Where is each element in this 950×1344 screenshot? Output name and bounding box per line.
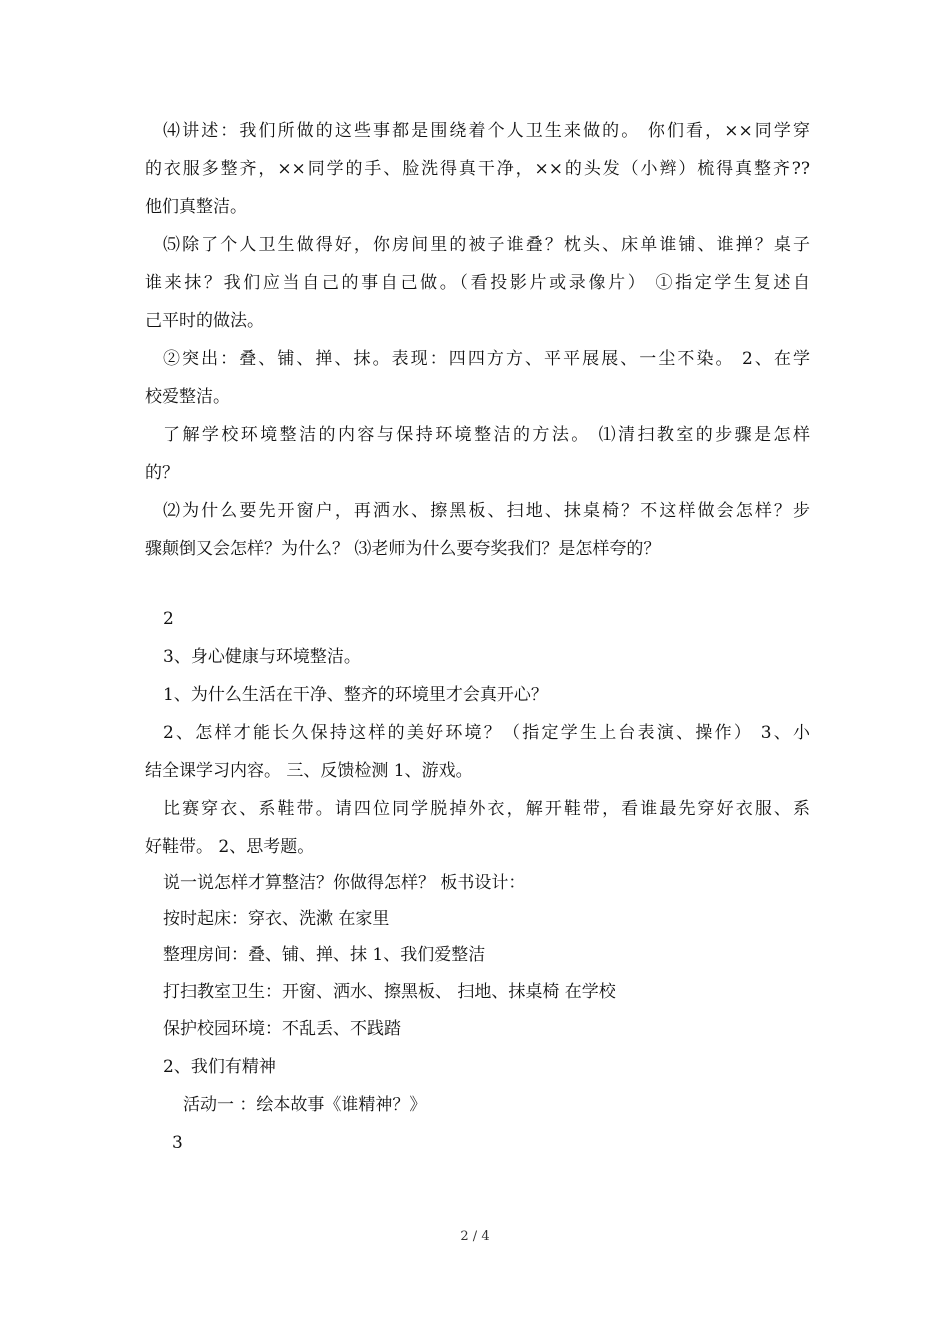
board-design-line: 打扫教室卫生：开窗、洒水、擦黑板、 扫地、抹桌椅 在学校 — [163, 982, 616, 1002]
text-line: 结全课学习内容。 三、反馈检测 1、游戏。 — [145, 761, 473, 781]
text-line: ⑸除了个人卫生做得好，你房间里的被子谁叠？枕头、床单谁铺、谁掸？桌子 — [163, 235, 810, 255]
text-line: 了解学校环境整洁的内容与保持环境整洁的方法。 ⑴清扫教室的步骤是怎样 — [163, 425, 810, 445]
text-line: 的？ — [145, 463, 179, 483]
text-line: 比赛穿衣、系鞋带。请四位同学脱掉外衣，解开鞋带，看谁最先穿好衣服、系 — [163, 799, 810, 819]
page-marker: 2 — [163, 609, 174, 629]
section-heading: 2、我们有精神 — [163, 1057, 276, 1077]
text-line: 己平时的做法。 — [145, 311, 264, 331]
text-line: 1、为什么生活在干净、整齐的环境里才会真开心？ — [163, 685, 548, 705]
text-line: 校爱整洁。 — [145, 387, 230, 407]
text-line: 的衣服多整齐，××同学的手、脸洗得真干净，××的头发（小辫）梳得真整齐?? — [145, 159, 810, 179]
text-line: ②突出：叠、铺、掸、抹。表现：四四方方、平平展展、一尘不染。 2、在学 — [163, 349, 810, 369]
text-line: 骤颠倒又会怎样？为什么？ ⑶老师为什么要夸奖我们？是怎样夸的？ — [145, 539, 661, 559]
text-line: 说一说怎样才算整洁？你做得怎样？ 板书设计： — [163, 873, 526, 893]
text-line: 3、身心健康与环境整洁。 — [163, 647, 361, 667]
text-line: 2、怎样才能长久保持这样的美好环境？（指定学生上台表演、操作） 3、小 — [163, 723, 810, 743]
board-design-line: 按时起床：穿衣、洗漱 在家里 — [163, 909, 390, 929]
text-line: ⑷讲述：我们所做的这些事都是围绕着个人卫生来做的。 你们看，××同学穿 — [163, 121, 810, 141]
text-line: 谁来抹？我们应当自己的事自己做。（看投影片或录像片） ①指定学生复述自 — [145, 273, 810, 293]
text-line: 他们真整洁。 — [145, 197, 247, 217]
text-line: 好鞋带。 2、思考题。 — [145, 837, 315, 857]
activity-line: 活动一 ：绘本故事《谁精神？》 — [183, 1095, 427, 1115]
text-line: ⑵为什么要先开窗户，再洒水、擦黑板、扫地、抹桌椅？不这样做会怎样？步 — [163, 501, 810, 521]
page-footer: 2 / 4 — [460, 1229, 490, 1244]
board-design-line: 整理房间：叠、铺、掸、抹 1、我们爱整洁 — [163, 945, 486, 965]
page-marker: 3 — [172, 1133, 183, 1153]
board-design-line: 保护校园环境：不乱丢、不践踏 — [163, 1019, 401, 1039]
